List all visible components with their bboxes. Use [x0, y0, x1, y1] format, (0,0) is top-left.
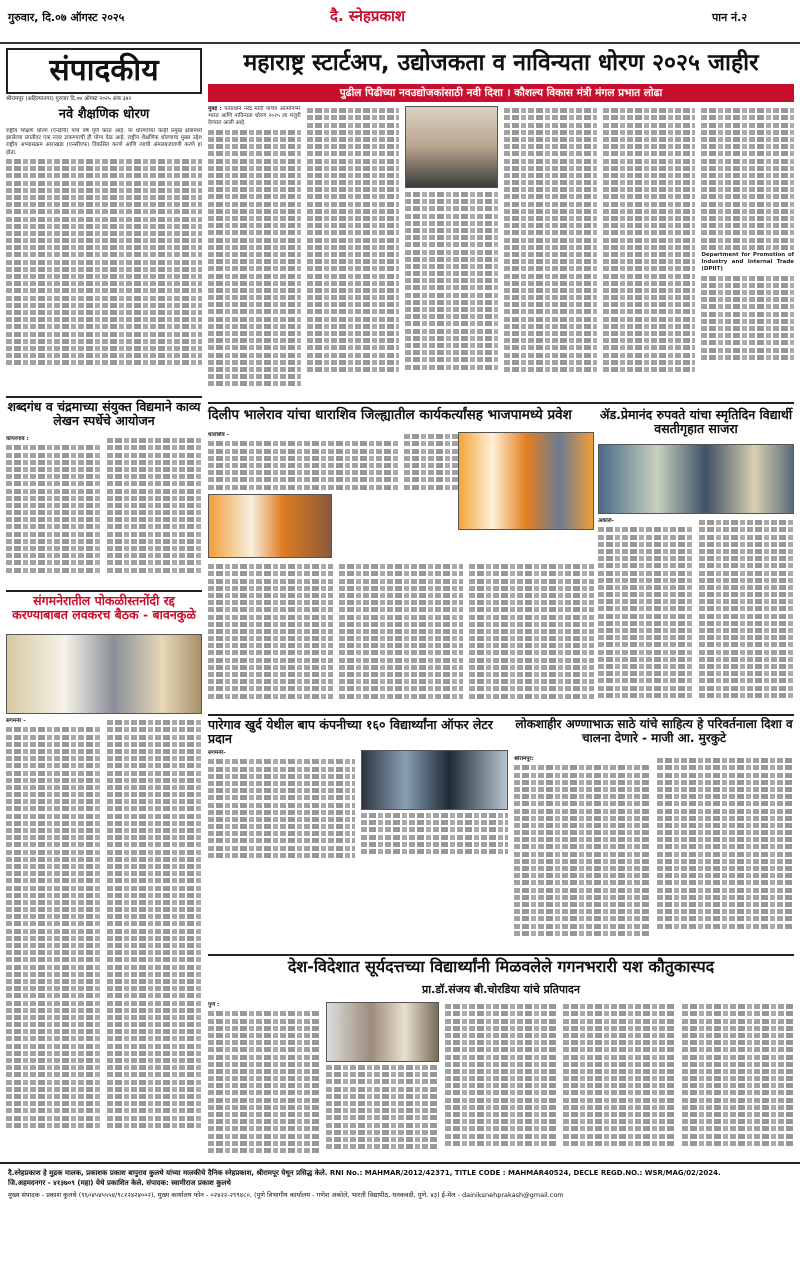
header-date: गुरुवार, दि.०७ ऑगस्ट २०२५ — [8, 11, 125, 24]
minister-photo — [405, 106, 498, 188]
editorial-headline: नवे शैक्षणिक धोरण — [58, 107, 150, 122]
hostel-headline: ॲड.प्रेमानंद रुपवते यांचा स्मृतिदिन विद्यार्थी वसतीगृहात साजरा — [599, 407, 793, 437]
poetry-headline: शब्दगंध व चंद्रमाच्या संयुक्त विद्यमाने काव्य लेखन स्पर्धेचे आयोजन — [7, 399, 201, 429]
poetry-body — [6, 436, 202, 586]
editorial-title: संपादकीय — [49, 53, 159, 88]
text-filler — [701, 108, 794, 250]
jobs-body — [208, 750, 508, 950]
footer-contact: मुख्य संपादक - प्रकाश कुलथे (९६०४५४५५५४/९८२२४२४००२), मुख्य कार्यालय फोन - ०२४२२-२९९४८०, (पुणे विभागीय कार्यालय - गणेश अकोले, भारती विद्यापीठ, धनकवडी, पुणे, ४३) ई-मेल - dainiksnehprakash@gmail.com — [8, 1191, 564, 1199]
text-filler — [6, 727, 101, 1127]
sathe-dateline: श्रीरामपूर: — [514, 756, 534, 762]
bridge-dateline: संगमनेर - — [6, 718, 26, 724]
surya-body — [208, 1002, 794, 1158]
text-filler — [445, 1004, 557, 1146]
text-filler — [603, 108, 696, 372]
top-story-body — [208, 106, 794, 398]
top-story-strap — [208, 84, 794, 102]
surya-strap: प्रा.डॉ.संजय बी.चोरडिया यांचे प्रतिपादन — [422, 983, 580, 996]
surya-headline: देश-विदेशात सूर्यदत्तच्या विद्यार्थ्यांनी मिळवलेले गगनभरारी यश कौतुकास्पद — [287, 957, 715, 976]
header-page-number: पान नं.२ — [712, 11, 748, 24]
header-bar — [0, 0, 800, 44]
text-filler — [339, 564, 464, 698]
bjp-headline: दिलीप भालेराव यांचा धाराशिव जिल्ह्यातील कार्यकर्त्यांसह भाजपामध्ये प्रवेश — [208, 407, 572, 423]
jobs-headline: पारेगाव खुर्द येथील बाप कंपनीच्या १६० विद्यार्थ्यांना ऑफर लेटर प्रदान — [208, 717, 493, 747]
editorial-body — [6, 128, 202, 392]
text-filler — [208, 130, 301, 387]
footer-imprint-1: दै.स्नेहप्रकाश हे मुद्रक मालक, प्रकाशक प्रकाश बापुराव कुलथे यांच्या मालकीचे दैनिक स्नेहप्रकाश, श्रीरामपूर येथून प्रसिद्ध केले. RNI No.: MAHMAR/2012/42371, TITLE CODE : MAHMAR40524, DECLE REGD.NO.: WSR/MAG/02/2024. — [8, 1169, 721, 1177]
sathe-headline: लोकशाहीर अण्णाभाऊ साठे यांचे साहित्य हे परिवर्तनाला दिशा व चालना देणारे - माजी आ. मुरकुटे — [515, 717, 793, 745]
bridge-body — [6, 718, 202, 1158]
text-filler — [405, 192, 498, 370]
footer — [0, 1162, 800, 1274]
hostel-photo — [598, 444, 794, 514]
text-filler — [504, 108, 597, 372]
text-filler — [208, 1011, 320, 1153]
sathe-body — [514, 756, 794, 950]
top-story-dateline: मुंबई : — [208, 106, 222, 112]
text-filler — [469, 564, 594, 698]
hostel-dateline: अकोले- — [598, 518, 614, 524]
text-filler — [514, 765, 651, 935]
poetry-dateline: कोपरगाव : — [6, 436, 29, 442]
text-filler — [6, 445, 101, 572]
top-story-highlight: Department for Promotion of Industry and Internal Trade (DPIIT) — [701, 251, 794, 273]
top-story-headline: महाराष्ट्र स्टार्टअप, उद्योजकता व नाविन्यता धोरण २०२५ जाहीर — [243, 50, 759, 76]
hostel-body — [598, 518, 794, 710]
editorial-text: राष्ट्रीय शिक्षण धोरण (एनईपी) पाच वर्षे पूर्ण करत आहे. या धोरणाच्या काही प्रमुख क्षेत्रांमध्ये झालेल्या प्रगतीवर एक नजर टाकण्याची ही योग्य वेळ आहे. राष्ट्रीय शैक्षणिक धोरणाचा मुख्य उद्देश राष्ट्रीय अभ्यासक्रम आराखडा (एनसीएफ) विकसित करणे आणि त्याची अंमलबजावणी करणे हा होता. — [6, 128, 202, 156]
text-filler — [361, 813, 508, 854]
text-filler — [701, 276, 794, 360]
bridge-headline: संगमनेरातील पोकळीस्तनोंदी रद्द करण्याबाबत लवकरच बैठक - बावनकुळे — [12, 593, 196, 623]
text-filler — [6, 159, 202, 365]
bjp-photo — [208, 494, 332, 558]
text-filler — [208, 759, 355, 857]
divider — [208, 402, 794, 404]
text-filler — [598, 527, 693, 697]
text-filler — [208, 441, 398, 489]
text-filler — [563, 1004, 675, 1146]
text-filler — [326, 1065, 438, 1149]
editorial-masthead — [6, 48, 202, 94]
divider — [6, 590, 202, 592]
jobs-photo — [361, 750, 508, 810]
bjp-body-bottom — [208, 562, 594, 712]
bjp-dateline: धाराशिव - — [208, 432, 229, 438]
editorial-subline: श्रीरामपूर (अहिल्यानगर) गुरुवार दि.०७ ऑगस्ट २०२५ अंक ३४२ — [6, 96, 132, 102]
text-filler — [307, 108, 400, 372]
text-filler — [208, 564, 333, 698]
divider — [208, 954, 794, 956]
surya-photo — [326, 1002, 438, 1062]
text-filler — [657, 758, 794, 928]
surya-dateline: पुणे : — [208, 1002, 220, 1008]
bridge-photo — [6, 634, 202, 714]
header-title: दै. स्नेहप्रकाश — [330, 7, 406, 25]
text-filler — [107, 720, 202, 1128]
top-story-strap-text: पुढील पिढीच्या नवउद्योजकांसाठी नवी दिशा । कौशल्य विकास मंत्री मंगल प्रभात लोढा — [339, 87, 663, 99]
text-filler — [107, 438, 202, 572]
text-filler — [682, 1004, 794, 1146]
top-story-text: पंतप्रधान नरेंद्र मोदी यांच्या आत्मनिर्भर भारत आणि नाविन्यता धोरण २०२५ ला मंजुरी देण्यात आली आहे. — [208, 106, 301, 127]
divider — [208, 714, 794, 716]
footer-imprint-2: जि.अहमदनगर - ४१३७०९ (महा) येथे प्रकाशित केले. संपादक: स्वामीराज प्रकाश कुलथे — [8, 1179, 231, 1187]
text-filler — [699, 520, 794, 698]
divider — [6, 396, 202, 398]
bjp-photo-2 — [458, 432, 594, 530]
jobs-dateline: संगमनेर- — [208, 750, 226, 756]
